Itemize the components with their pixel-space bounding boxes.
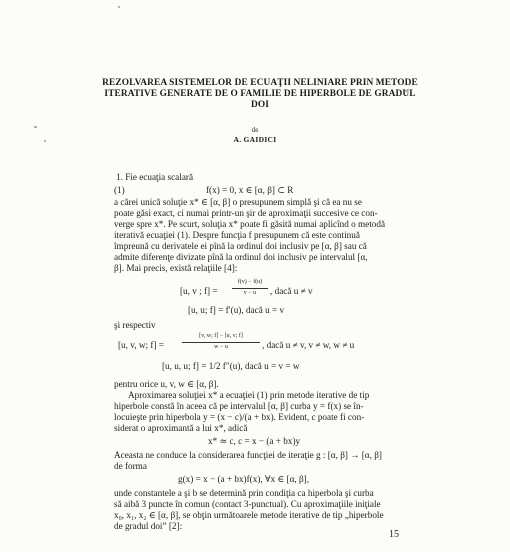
paragraph-line: de forma xyxy=(114,461,147,471)
divided-difference-1-numerator: f(v) − f(u) xyxy=(237,279,263,285)
title-line-3: DOI xyxy=(250,100,269,110)
fraction-bar xyxy=(232,288,268,289)
divided-difference-1-lhs: [u, v ; f] = xyxy=(180,286,218,296)
paragraph-line: a cărei unică soluţie x* ∈ [α, β] o presupunem simplă şi că ea nu se xyxy=(114,197,362,207)
paragraph-line: β]. Mai precis, există relaţiile [4]: xyxy=(114,263,238,273)
paragraph-line: admite diferenţe divizate pînă la ordinul doi inclusiv pe intervalul [α, xyxy=(114,252,368,262)
paragraph-line: poate găsi exact, ci numai printr-un şir de aproximaţii succesive ce con- xyxy=(114,208,378,218)
equation-1: f(x) = 0, x ∈ [α, β] ⊂ R xyxy=(206,185,294,195)
divided-difference-3-lhs: [u, v, w; f] = xyxy=(118,340,164,350)
scan-speck xyxy=(118,6,120,8)
divided-difference-3-numerator: [v, w; f] − [u, v; f] xyxy=(199,333,243,339)
paragraph-line: locuieşte prin hiperbola y = (x − c)/(a + bx). Evident, c poate fi con- xyxy=(114,412,365,422)
paragraph-line: x₀, x₁, x₂ ∈ [α, β], se obţin următoarele metode iterative de tip „hiperbole xyxy=(114,510,384,520)
author-name: A. GAIDICI xyxy=(233,135,277,144)
paragraph-line: împreună cu derivatele ei pînă la ordinul doi inclusiv pe [α, β] sau că xyxy=(114,241,367,251)
paragraph-line: siderat o aproximantă a lui x*, adică xyxy=(114,423,248,433)
equation-number-1: (1) xyxy=(114,185,125,195)
byline: de xyxy=(251,126,259,134)
paragraph-line: hiperbole constă în aceea că pe intervalul [α, β] curba y = f(x) se în- xyxy=(114,401,364,411)
scan-speck xyxy=(44,140,46,142)
divided-difference-1-condition: , dacă u ≠ v xyxy=(270,286,313,296)
title-line-1: REZOLVAREA SISTEMELOR DE ECUAŢII NELINIARE PRIN METODE xyxy=(102,78,418,88)
scan-speck xyxy=(34,126,37,128)
paragraph-line: verge spre x*. Pe scurt, soluţia x* poate fi găsită numai aplicînd o metodă xyxy=(114,219,386,229)
paragraph-line: iterativă ecuaţiei (1). Despre funcţia f presupunem că este continuă xyxy=(114,230,360,240)
paragraph-line: Aproximarea soluţiei x* a ecuaţiei (1) prin metode iterative de tip xyxy=(128,390,370,400)
section-intro: 1. Fie ecuaţia scalară xyxy=(116,172,194,182)
paper-title xyxy=(60,78,460,111)
paragraph-line: Aceasta ne conduce la considerarea funcţiei de iteraţie g : [α, β] → [α, β] xyxy=(114,450,382,460)
fraction-bar xyxy=(182,342,260,343)
paragraph-line: unde constantele a şi b se determină prin condiţia ca hiperbola şi curba xyxy=(114,488,374,498)
title-line-2: ITERATIVE GENERATE DE O FAMILIE DE HIPERBOLE DE GRADUL xyxy=(104,89,416,99)
divided-difference-1-denominator: v − u xyxy=(243,290,257,296)
iteration-function-equation: g(x) = x − (a + bx)f(x), ∀x ∈ [α, β], xyxy=(178,474,310,484)
approximation-equation: x* ≃ c, c = x − (a + bx)y xyxy=(208,436,301,446)
divided-difference-3-condition: , dacă u ≠ v, v ≠ w, w ≠ u xyxy=(262,340,355,350)
page-number: 15 xyxy=(389,529,399,540)
paragraph-line: pentru orice u, v, w ∈ [α, β]. xyxy=(114,379,219,389)
divided-difference-3-denominator: w − u xyxy=(214,344,228,350)
paragraph-line: de gradul doi” [2]: xyxy=(114,521,183,531)
divided-difference-4: [u, u, u; f] = 1/2 f″(u), dacă u = v = w xyxy=(162,361,300,371)
paragraph-line: să aibă 3 puncte în comun (contact 3-punctual). Cu aproximaţiile iniţiale xyxy=(114,499,381,509)
divided-difference-2: [u, u; f] = f′(u), dacă u = v xyxy=(188,305,285,315)
si-respectiv: şi respectiv xyxy=(114,320,156,330)
